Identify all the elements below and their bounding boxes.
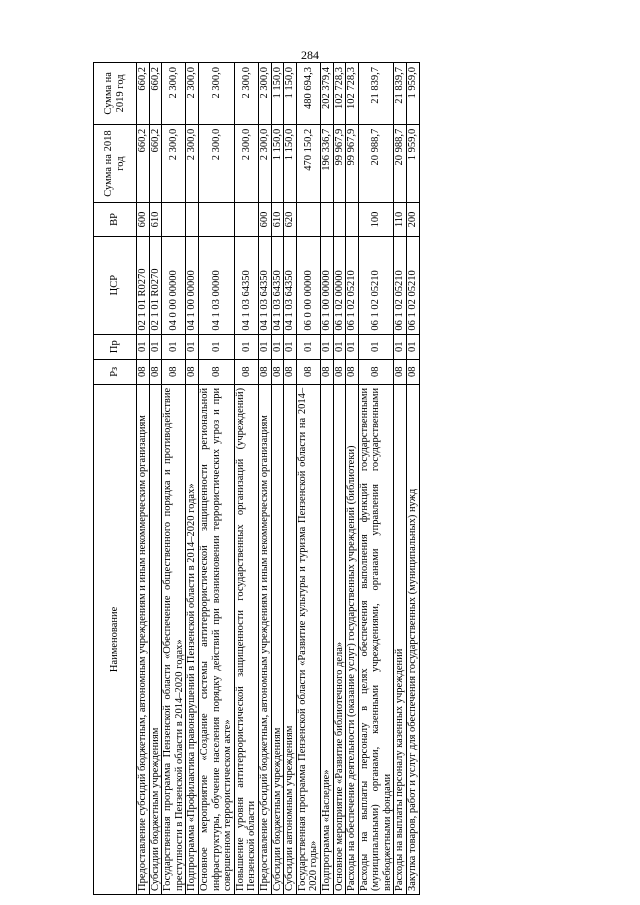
cell-rz: 08 [137,359,150,384]
cell-rz: 08 [333,359,346,384]
cell-name: Закупка товаров, работ и услуг для обеспечения государственных (муниципальных) нужд [407,384,420,894]
cell-pr: 01 [358,334,394,359]
cell-sum-2018: 1 150,0 [271,124,284,203]
cell-sum-2019: 102 728,3 [346,63,359,125]
cell-sum-2018: 196 336,7 [320,124,333,203]
header-sum-2018: Сумма на 2018 год [94,124,137,203]
cell-csr: 04 1 03 64350 [271,236,284,334]
table-row [149,63,162,895]
cell-csr: 04 1 03 64350 [234,236,258,334]
cell-csr: 06 0 00 00000 [296,236,320,334]
cell-csr: 06 1 02 05210 [407,236,420,334]
cell-rz: 08 [346,359,359,384]
rotated-table-container [93,62,553,895]
cell-rz: 08 [320,359,333,384]
header-vr: ВР [94,203,137,236]
cell-name: Государственная программа Пензенской области «Развитие культуры и туризма Пензенской области на 2014–2020 годы» [296,384,320,894]
cell-name: Расходы на выплаты персоналу в целях обеспечения выполнения функций государственными (муниципальными) органами, казенными учреждениями, органами управления государственными внебюджетными фондами [358,384,394,894]
cell-pr: 01 [296,334,320,359]
cell-sum-2019: 1 150,0 [284,63,297,125]
cell-name: Расходы на выплаты персоналу казенных учреждений [394,384,407,894]
cell-sum-2018: 20 988,7 [358,124,394,203]
cell-rz: 08 [296,359,320,384]
cell-rz: 08 [394,359,407,384]
cell-sum-2018: 660,2 [137,124,150,203]
header-pr: Пр [94,334,137,359]
table-body [137,63,420,895]
cell-pr: 01 [333,334,346,359]
cell-vr [296,203,320,236]
cell-sum-2019: 2 300,0 [186,63,199,125]
cell-sum-2019: 21 839,7 [358,63,394,125]
cell-sum-2019: 202 379,4 [320,63,333,125]
cell-vr: 100 [358,203,394,236]
cell-name: Предоставление субсидий бюджетным, автономным учреждениям и иным некоммерческим организациям [137,384,150,894]
cell-sum-2019: 2 300,0 [258,63,271,125]
cell-sum-2018: 2 300,0 [186,124,199,203]
cell-vr: 620 [284,203,297,236]
cell-sum-2019: 2 300,0 [234,63,258,125]
header-sum-2019: Сумма на 2019 год [94,63,137,125]
cell-sum-2018: 2 300,0 [198,124,234,203]
cell-csr: 04 1 00 00000 [186,236,199,334]
cell-sum-2018: 99 967,9 [333,124,346,203]
cell-csr: 06 1 02 00000 [333,236,346,334]
cell-vr: 600 [258,203,271,236]
cell-sum-2019: 21 839,7 [394,63,407,125]
cell-pr: 01 [271,334,284,359]
cell-csr: 04 1 03 00000 [198,236,234,334]
cell-pr: 01 [137,334,150,359]
cell-sum-2018: 2 300,0 [162,124,186,203]
cell-name: Субсидии бюджетным учреждениям [271,384,284,894]
cell-rz: 08 [258,359,271,384]
cell-rz: 08 [358,359,394,384]
table-row [296,63,320,895]
cell-sum-2018: 660,2 [149,124,162,203]
cell-pr: 01 [198,334,234,359]
cell-pr: 01 [258,334,271,359]
cell-vr: 610 [271,203,284,236]
cell-vr: 200 [407,203,420,236]
cell-sum-2018: 2 300,0 [258,124,271,203]
table-row [346,63,359,895]
cell-name: Подпрограмма «Профилактика правонарушений в Пензенской области в 2014–2020 годах» [186,384,199,894]
cell-csr: 06 1 02 05210 [346,236,359,334]
cell-name: Повышение уровня антитеррористической защищенности государственных организаций (учреждений) Пензенской области [234,384,258,894]
table-row [394,63,407,895]
cell-csr: 06 1 00 00000 [320,236,333,334]
cell-csr: 04 1 03 64350 [284,236,297,334]
cell-vr [320,203,333,236]
cell-vr [186,203,199,236]
cell-pr: 01 [394,334,407,359]
cell-vr [333,203,346,236]
cell-sum-2019: 102 728,3 [333,63,346,125]
table-row [198,63,234,895]
cell-sum-2019: 480 694,3 [296,63,320,125]
cell-rz: 08 [186,359,199,384]
cell-sum-2019: 660,2 [137,63,150,125]
cell-pr: 01 [234,334,258,359]
cell-rz: 08 [284,359,297,384]
table-row [162,63,186,895]
cell-sum-2018: 2 300,0 [234,124,258,203]
table-row [137,63,150,895]
cell-sum-2018: 99 967,9 [346,124,359,203]
cell-vr [162,203,186,236]
cell-rz: 08 [407,359,420,384]
cell-name: Основное мероприятие «Развитие библиотечного дела» [333,384,346,894]
cell-sum-2019: 2 300,0 [162,63,186,125]
cell-name: Субсидии автономным учреждениям [284,384,297,894]
table-row [333,63,346,895]
table-row [186,63,199,895]
cell-pr: 01 [284,334,297,359]
cell-vr: 610 [149,203,162,236]
table-header-row [94,63,137,895]
cell-csr: 06 1 02 05210 [358,236,394,334]
header-rz: Рз [94,359,137,384]
cell-sum-2019: 1 959,0 [407,63,420,125]
header-name: Наименование [94,384,137,894]
cell-vr [198,203,234,236]
cell-csr: 06 1 02 05210 [394,236,407,334]
table-row [358,63,394,895]
cell-rz: 08 [162,359,186,384]
cell-pr: 01 [162,334,186,359]
table-row [407,63,420,895]
page-number: 284 [301,48,319,62]
table-row [271,63,284,895]
table-row [234,63,258,895]
cell-vr: 600 [137,203,150,236]
cell-csr: 04 0 00 00000 [162,236,186,334]
cell-rz: 08 [198,359,234,384]
cell-csr: 02 1 01 R0270 [149,236,162,334]
cell-pr: 01 [320,334,333,359]
cell-name: Государственная программа Пензенской области «Обеспечение общественного порядка и противодействие преступности в Пензенской области в 2014–2020 годах» [162,384,186,894]
cell-vr [234,203,258,236]
cell-rz: 08 [149,359,162,384]
cell-name: Подпрограмма «Наследие» [320,384,333,894]
cell-rz: 08 [271,359,284,384]
budget-table [93,62,420,895]
cell-pr: 01 [149,334,162,359]
cell-pr: 01 [407,334,420,359]
table-row [258,63,271,895]
cell-sum-2018: 470 150,2 [296,124,320,203]
cell-pr: 01 [346,334,359,359]
cell-csr: 04 1 03 64350 [258,236,271,334]
table-row [320,63,333,895]
header-csr: ЦСР [94,236,137,334]
cell-sum-2019: 2 300,0 [198,63,234,125]
cell-sum-2019: 660,2 [149,63,162,125]
cell-rz: 08 [234,359,258,384]
cell-pr: 01 [186,334,199,359]
cell-csr: 02 1 01 R0270 [137,236,150,334]
cell-name: Основное мероприятие «Создание системы антитеррористической защищенности региональной инфраструктуры, обучение населения порядку действий при возникновении террористических угроз и при совершенном террористическом акте» [198,384,234,894]
cell-sum-2018: 1 959,0 [407,124,420,203]
cell-vr: 110 [394,203,407,236]
cell-sum-2018: 1 150,0 [284,124,297,203]
table-row [284,63,297,895]
cell-name: Расходы на обеспечение деятельности (оказание услуг) государственных учреждений (библиотеки) [346,384,359,894]
cell-sum-2018: 20 988,7 [394,124,407,203]
cell-name: Предоставление субсидий бюджетным, автономным учреждениям и иным некоммерческим организациям [258,384,271,894]
cell-name: Субсидии бюджетным учреждениям [149,384,162,894]
cell-vr [346,203,359,236]
cell-sum-2019: 1 150,0 [271,63,284,125]
